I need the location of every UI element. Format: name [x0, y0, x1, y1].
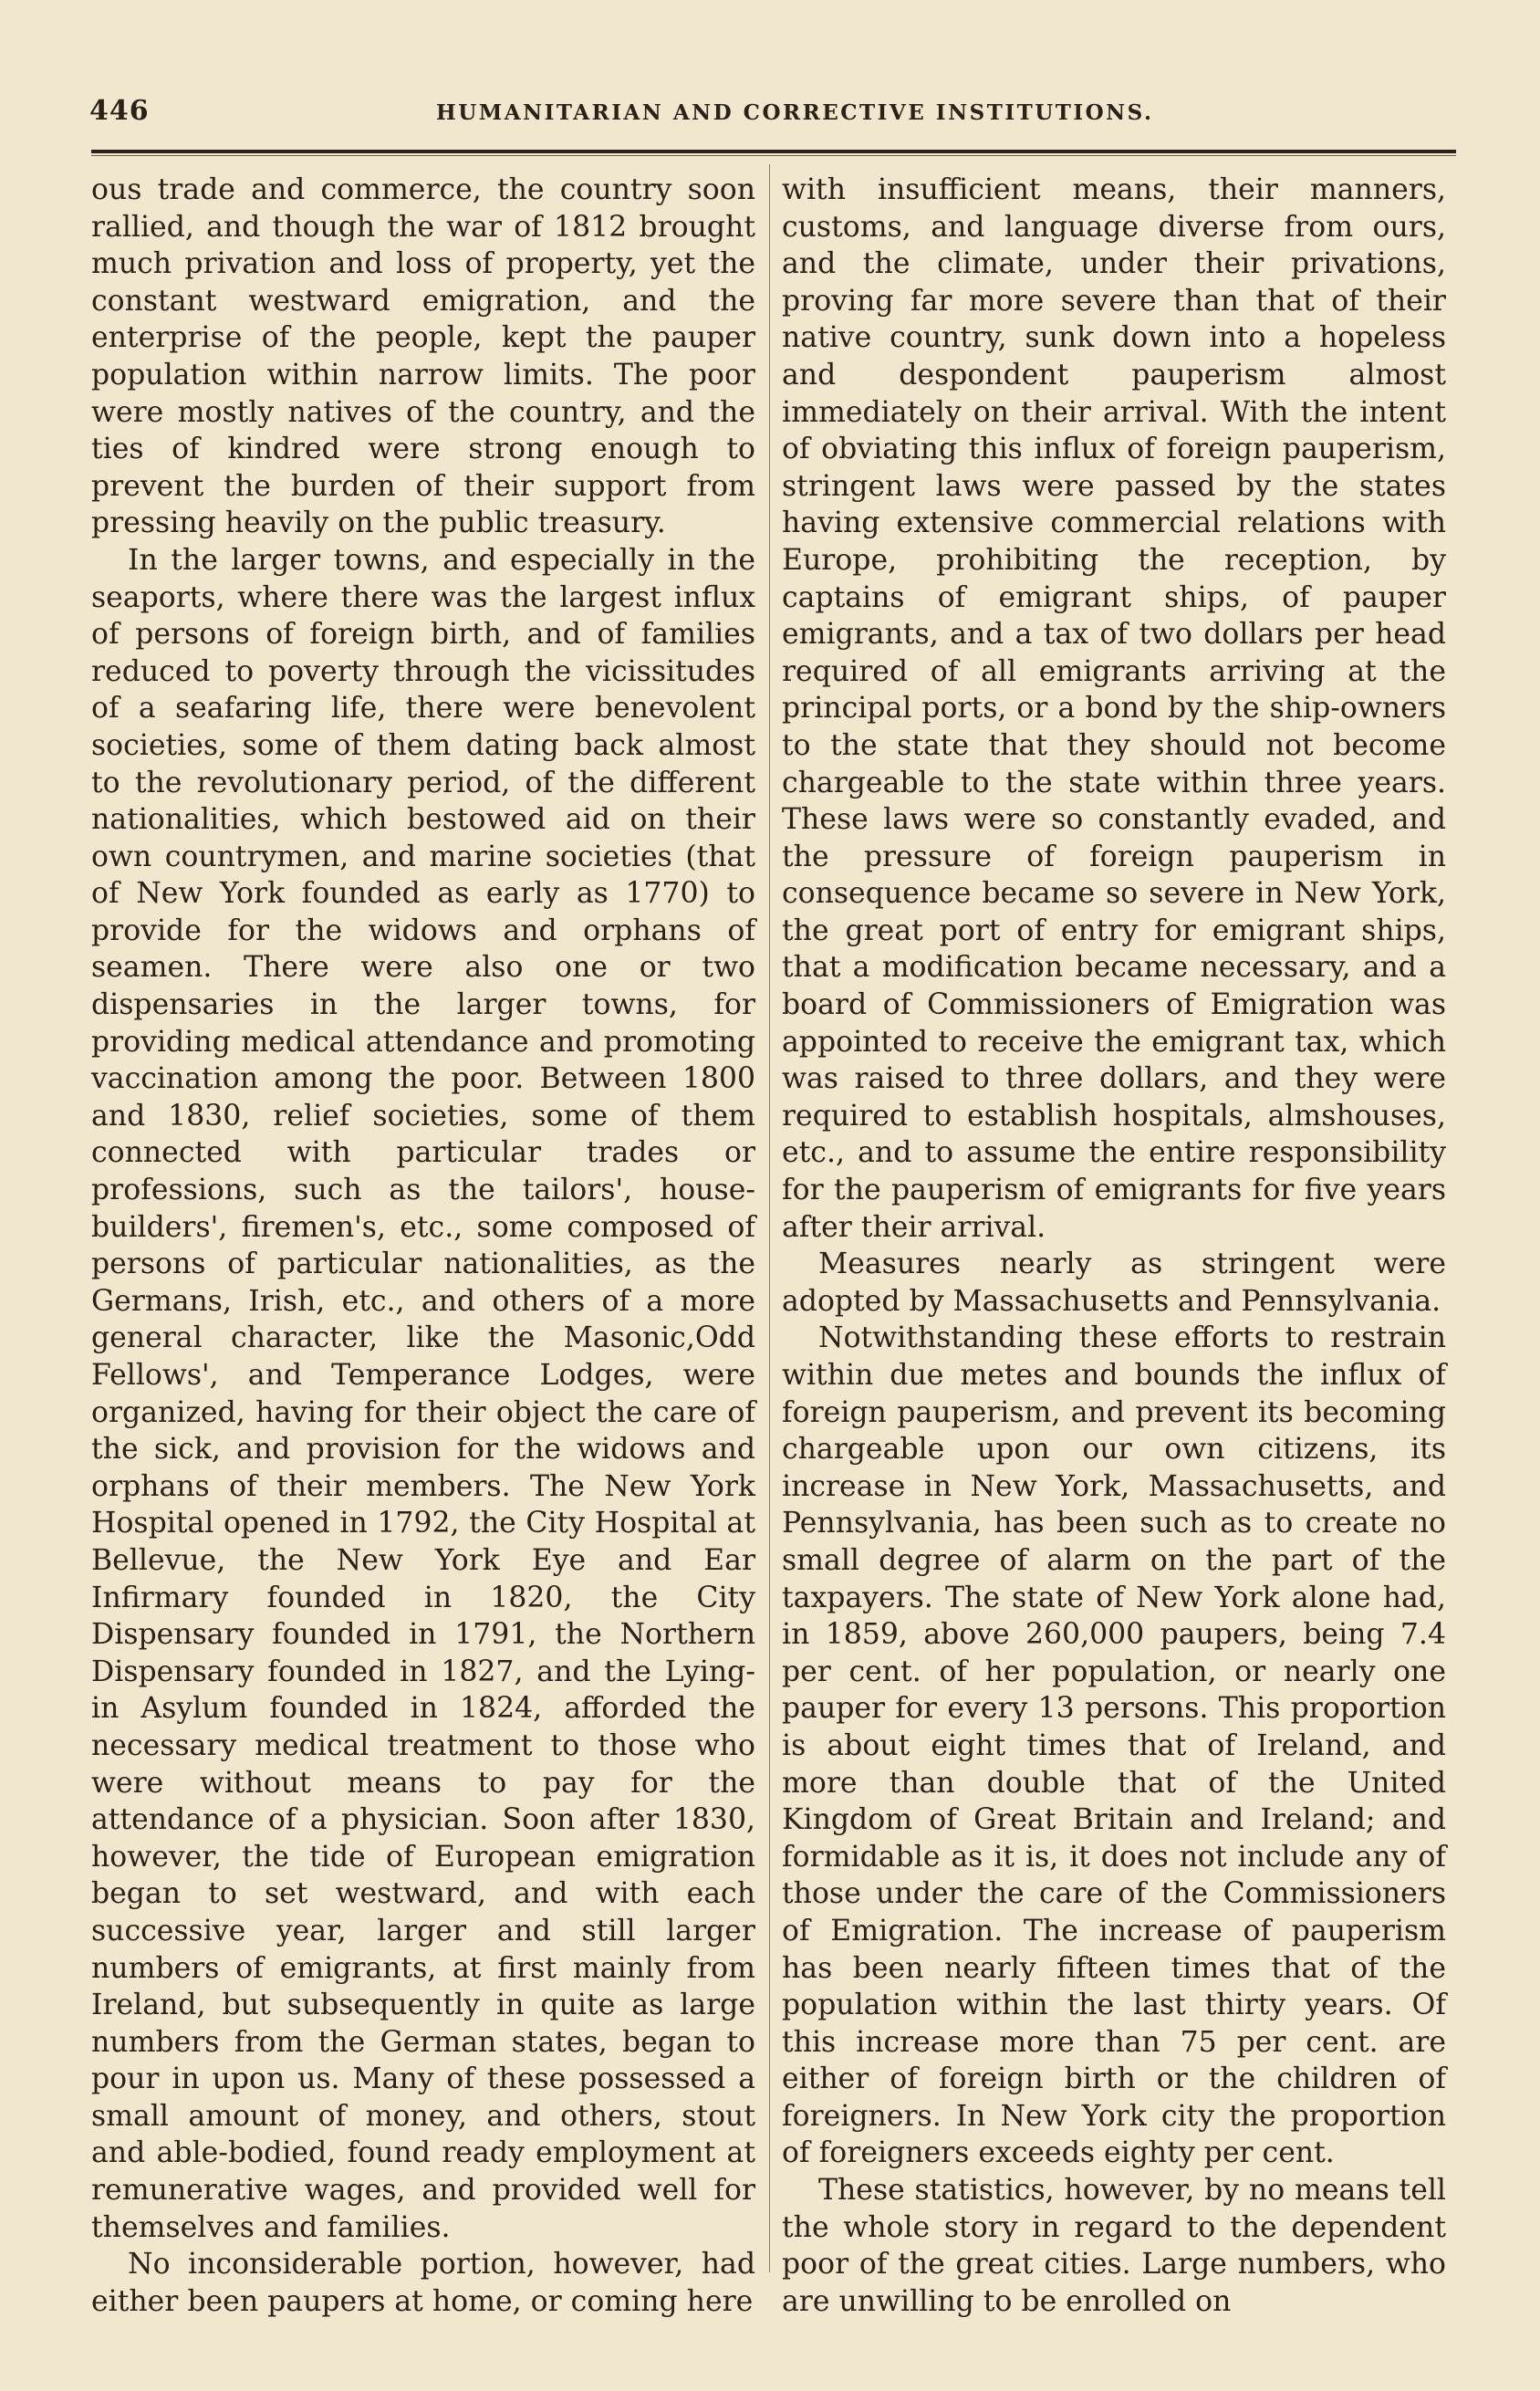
paragraph: Notwithstanding these efforts to restrain within due metes and bounds the influx of foreign pauperism, and prevent its becoming chargeable upon our own citizens, its increase in New York, Massachusetts, and Pennsylvania, has been such as to create no small degree of alarm on the part of the taxpayers. The state of New York alone had, in 1859, above 260,000 paupers, being 7.4 per cent. of her population, or nearly one pauper for every 13 persons. This proportion is about eight times that of Ireland, and more than double that of the United Kingdom of Great Britain and Ireland; and formidable as it is, it does not include any of those under the care of the Commissioners of Emigration. The increase of pauperism has been nearly fifteen times that of the population within the last thirty years. Of this increase more than 75 per cent. are either of foreign birth or the children of foreigners. In New York city the proportion of foreigners exceeds eighty per cent. [782, 1321, 1446, 2170]
right-column [782, 172, 1446, 2320]
paragraph: ous trade and commerce, the country soon rallied, and though the war of 1812 brought much privation and loss of property, yet the constant westward emigration, and the enterprise of the people, kept the pauper population within narrow limits. The poor were mostly natives of the country, and the ties of kindred were strong enough to prevent the burden of their support from pressing heavily on the public treasury. [91, 173, 755, 540]
paragraph: In the larger towns, and especially in the seaports, where there was the largest influx of persons of foreign birth, and of families reduced to poverty through the vicissitudes of a seafaring life, there were benevolent societies, some of them dating back almost to the revolutionary period, of the different nationalities, which bestowed aid on their own countrymen, and marine societies (that of New York founded as early as 1770) to provide for the widows and orphans of seamen. There were also one or two dispensaries in the larger towns, for providing medical attendance and promoting vaccination among the poor. Between 1800 and 1830, relief societies, some of them connected with particular trades or professions, such as the tailors', house-builders', firemen's, etc., some composed of persons of particular nationalities, as the Germans, Irish, etc., and others of a more general character, like the Masonic,Odd Fellows', and Temperance Lodges, were organized, having for their object the care of the sick, and provision for the widows and orphans of their members. The New York Hospital opened in 1792, the City Hospital at Bellevue, the New York Eye and Ear Infirmary founded in 1820, the City Dispensary founded in 1791, the Northern Dispensary founded in 1827, and the Lying-in Asylum founded in 1824, afforded the necessary medical treatment to those who were without means to pay for the attendance of a physician. Soon after 1830, however, the tide of European emigration began to set westward, and with each successive year, larger and still larger numbers of emigrants, at first mainly from Ireland, but subsequently in quite as large numbers from the German states, began to pour in upon us. Many of these possessed a small amount of money, and others, stout and able-bodied, found ready employment at remunerative wages, and provided well for themselves and families. [91, 543, 755, 2244]
header-rule-thin [91, 155, 1456, 156]
paragraph: Measures nearly as stringent were adopted by Massachusetts and Pennsylvania. [782, 1248, 1446, 1318]
left-column [91, 172, 755, 2320]
page-number: 446 [89, 95, 150, 127]
paragraph: No inconsiderable portion, however, had either been paupers at home, or coming here [91, 2248, 755, 2318]
paragraph: with insufficient means, their manners, customs, and language diverse from ours, and the climate, under their privations, proving far more severe than that of their native country, sunk down into a hopeless and despondent pauperism almost immediately on their arrival. With the intent of obviating this influx of foreign pauperism, stringent laws were passed by the states having extensive commercial relations with Europe, prohibiting the reception, by captains of emigrant ships, of pauper emigrants, and a tax of two dollars per head required of all emigrants arriving at the principal ports, or a bond by the ship-owners to the state that they should not become chargeable to the state within three years. These laws were so constantly evaded, and the pressure of foreign pauperism in consequence became so severe in New York, the great port of entry for emigrant ships, that a modification became necessary, and a board of Commissioners of Emigration was appointed to receive the emigrant tax, which was raised to three dollars, and they were required to establish hospitals, almshouses, etc., and to assume the entire responsibility for the pauperism of emigrants for five years after their arrival. [782, 173, 1446, 1244]
running-head: HUMANITARIAN AND CORRECTIVE INSTITUTIONS. [436, 100, 1154, 125]
header-rule [91, 150, 1456, 153]
page-header [89, 95, 1458, 131]
paragraph: These statistics, however, by no means tell the whole story in regard to the dependent poor of the great cities. Large numbers, who are unwilling to be enrolled on [782, 2174, 1446, 2318]
column-divider [769, 164, 770, 2272]
